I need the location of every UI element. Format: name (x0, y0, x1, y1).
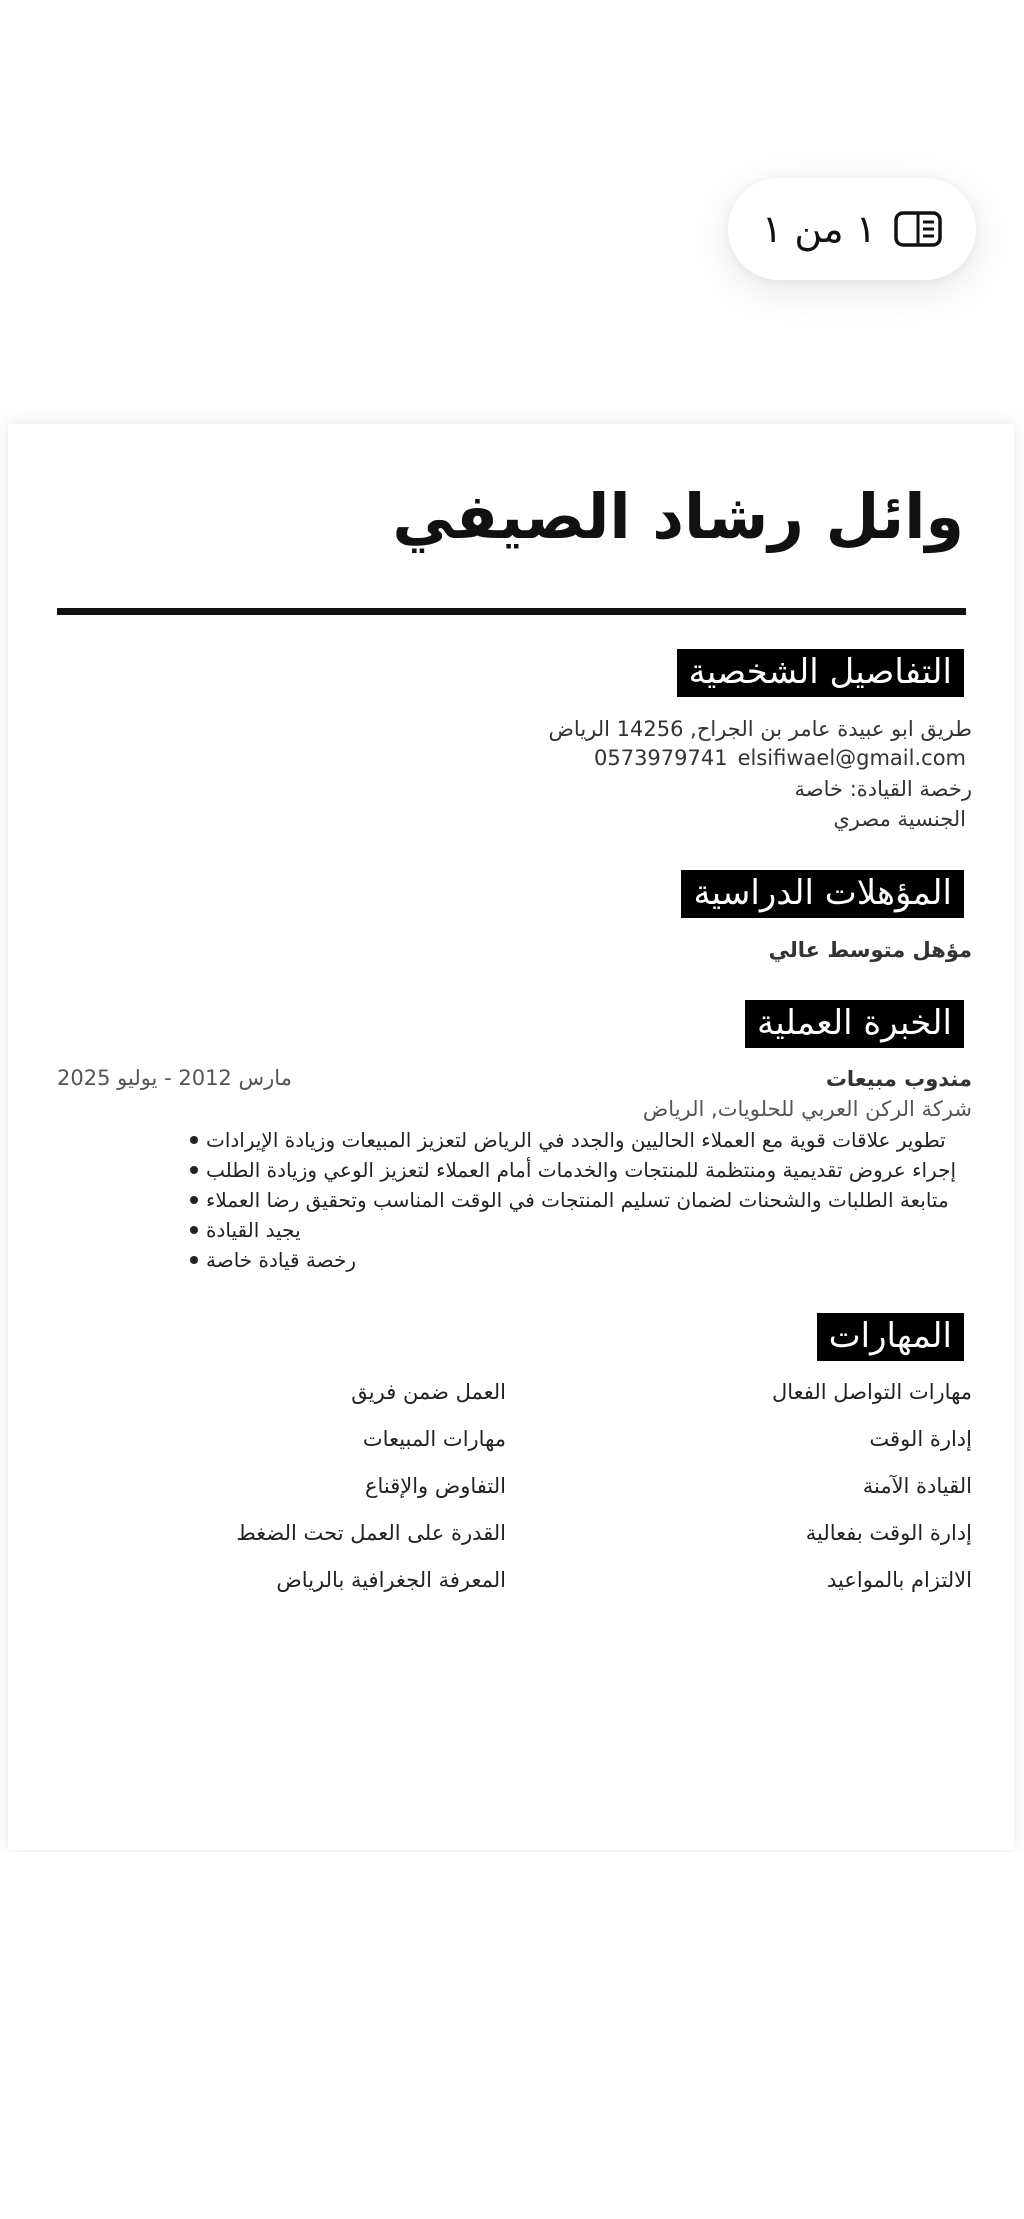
education-heading: المؤهلات الدراسية (681, 870, 964, 918)
skill-item: مهارات المبيعات (362, 1427, 506, 1451)
phone-number: 0573979741 (593, 746, 728, 770)
nationality-line (833, 807, 966, 831)
nationality-value: مصري (833, 807, 891, 831)
bullet-icon (190, 1226, 198, 1234)
email-address: elsifiwael@gmail.com (737, 746, 966, 770)
job-dates: مارس 2012 - يوليو 2025 (57, 1066, 292, 1090)
experience-heading: الخبرة العملية (745, 1000, 964, 1048)
company-name: شركة الركن العربي للحلويات, الرياض (642, 1097, 972, 1121)
resume-name: وائل رشاد الصيفي (392, 480, 964, 553)
license-line (795, 777, 972, 801)
list-item: تطوير علاقات قوية مع العملاء الحاليين والجدد في الرياض لتعزيز المبيعات وزيادة الإيرادات (190, 1125, 956, 1155)
bullet-icon (190, 1196, 198, 1204)
personal-details-heading: التفاصيل الشخصية (677, 649, 964, 697)
list-item: إجراء عروض تقديمية ومنتظمة للمنتجات والخدمات أمام العملاء لتعزيز الوعي وزيادة الطلب (190, 1155, 956, 1185)
viewer-background (0, 1852, 1024, 2219)
skill-item: القيادة الآمنة (862, 1474, 972, 1498)
skill-item: التفاوض والإقناع (364, 1474, 506, 1498)
skill-item: إدارة الوقت (869, 1427, 972, 1451)
skills-heading: المهارات (817, 1313, 964, 1361)
page-indicator[interactable] (728, 178, 976, 280)
resume-page (8, 424, 1014, 1850)
job-title: مندوب مبيعات (825, 1067, 972, 1091)
address-line: طريق ابو عبيدة عامر بن الجراح, 14256 الرياض (548, 717, 972, 741)
skill-item: الالتزام بالمواعيد (826, 1568, 972, 1592)
bullet-icon (190, 1166, 198, 1174)
nationality-label: الجنسية (897, 807, 966, 831)
skill-item: العمل ضمن فريق (351, 1380, 506, 1404)
list-item: متابعة الطلبات والشحنات لضمان تسليم المنتجات في الوقت المناسب وتحقيق رضا العملاء (190, 1185, 956, 1215)
skill-item: إدارة الوقت بفعالية (805, 1521, 972, 1545)
degree-text: مؤهل متوسط عالي (768, 938, 972, 962)
contact-line (594, 746, 966, 770)
skill-item: القدرة على العمل تحت الضغط (236, 1521, 506, 1545)
license-value: خاصة (794, 777, 844, 801)
book-icon (894, 211, 942, 247)
name-divider (57, 608, 966, 615)
page-indicator-text: ١ من ١ (761, 207, 877, 251)
list-item: يجيد القيادة (190, 1215, 956, 1245)
license-label: رخصة القيادة: (849, 777, 972, 801)
experience-bullets (190, 1125, 956, 1275)
skill-item: المعرفة الجغرافية بالرياض (276, 1568, 506, 1592)
bullet-icon (190, 1256, 198, 1264)
list-item: رخصة قيادة خاصة (190, 1245, 956, 1275)
bullet-icon (190, 1136, 198, 1144)
skill-item: مهارات التواصل الفعال (771, 1380, 972, 1404)
